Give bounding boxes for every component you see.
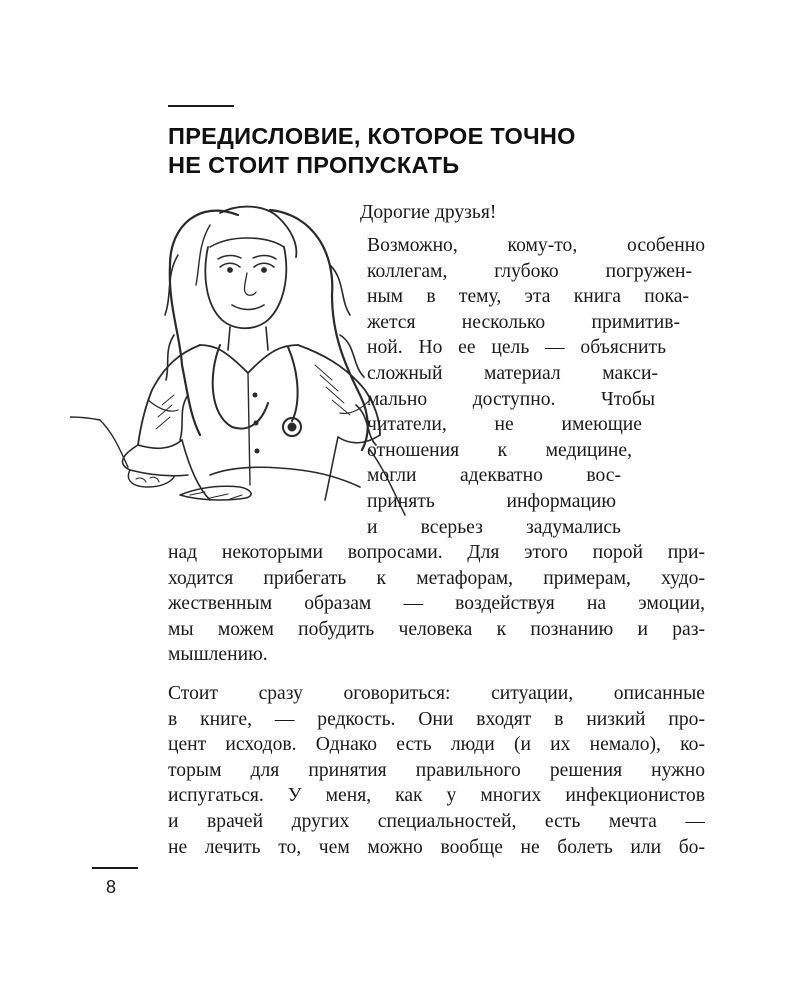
text-line: коллегам, глубоко погружен-	[367, 260, 692, 282]
greeting: Дорогие друзья!	[360, 202, 497, 223]
text-line: мально доступно. Чтобы	[367, 388, 655, 410]
paragraph-2	[168, 681, 705, 860]
text-line: ходится прибегать к метафорам, примерам, худо-	[168, 567, 705, 589]
text-line: принять информацию	[367, 490, 616, 512]
text-line: жется несколько примитив-	[367, 311, 680, 333]
text-line: читатели, не имеющие	[367, 414, 642, 436]
chapter-title-line-1: ПРЕДИСЛОВИЕ, КОТОРОЕ ТОЧНО	[168, 123, 576, 149]
paragraph-1-wrapped	[367, 233, 705, 540]
page-number: 8	[106, 877, 117, 897]
text-line: торым для принятия правильного решения нужно	[168, 759, 705, 781]
chapter-title-line-2: НЕ СТОИТ ПРОПУСКАТЬ	[168, 152, 460, 178]
paragraph-1-continued	[168, 540, 705, 668]
text-line: ным в тему, эта книга пока-	[367, 286, 689, 308]
text-line: жественным образам — воздействуя на эмоции,	[168, 593, 705, 615]
text-line: Возможно, кому-то, особенно	[367, 235, 705, 256]
text-line: и врачей других специальностей, есть мечта —	[168, 810, 705, 832]
text-line: и всерьез задумались	[367, 516, 621, 538]
chapter-top-rule	[168, 105, 234, 107]
text-line: в книге, — редкость. Они входят в низкий про-	[168, 708, 705, 730]
text-line: мы можем побудить человека к познанию и раз-	[168, 618, 705, 640]
text-line: отношения к медицине,	[367, 439, 632, 461]
text-line: сложный материал макси-	[367, 362, 658, 384]
text-line: не лечить то, чем можно вообще не болеть или бо-	[168, 836, 705, 858]
text-line: ной. Но ее цель — объяснить	[367, 337, 666, 359]
text-line: испугаться. У меня, как у многих инфекционистов	[168, 785, 705, 807]
text-line: цент исходов. Однако есть люди (и их немало), ко-	[168, 734, 705, 756]
text-line: могли адекватно вос-	[367, 465, 621, 487]
footer-rule	[92, 867, 138, 869]
text-line: мышлению.	[168, 644, 268, 666]
text-line: над некоторыми вопросами. Для этого порой при-	[168, 542, 705, 563]
text-line: Стоит сразу оговориться: ситуации, описанные	[168, 683, 705, 704]
chapter-title	[168, 122, 728, 180]
